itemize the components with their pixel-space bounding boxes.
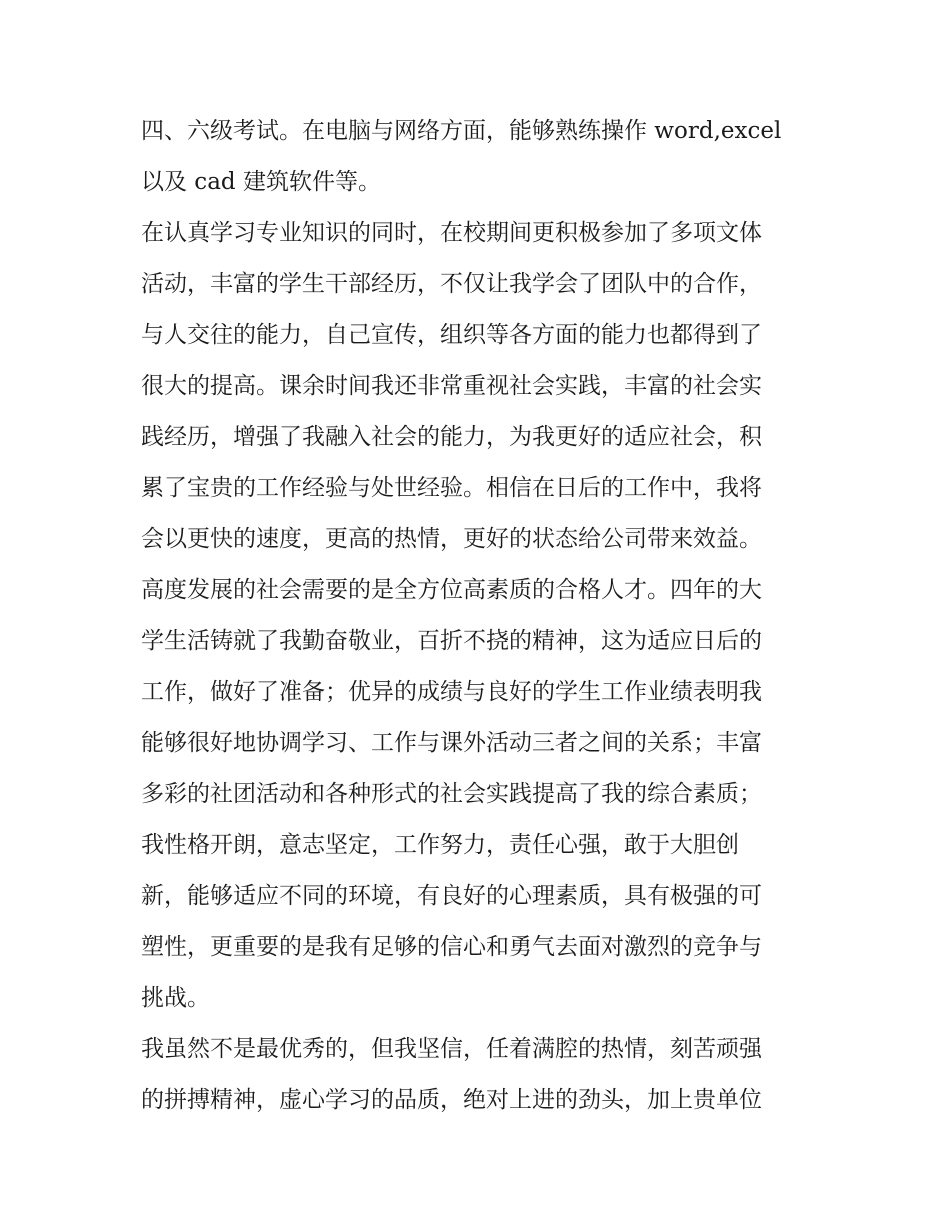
text-line: 挑战。 [141,985,210,1011]
text-line: 塑性，更重要的是我有足够的信心和勇气去面对激烈的竞争与 [141,934,762,960]
text-line: 多彩的社团活动和各种形式的社会实践提高了我的综合素质； [141,781,762,807]
text-line: 工作，做好了准备；优异的成绩与良好的学生工作业绩表明我 [141,679,762,705]
text-line: 会以更快的速度，更高的热情，更好的状态给公司带来效益。 [141,526,762,552]
text-line: 在认真学习专业知识的同时，在校期间更积极参加了多项文体 [141,220,762,246]
text-line: 的拼搏精神，虚心学习的品质，绝对上进的劲头，加上贵单位 [141,1087,762,1113]
text-line: 我虽然不是最优秀的，但我坚信，任着满腔的热情，刻苦顽强 [141,1036,762,1062]
text-line: 以及 cad 建筑软件等。 [141,169,381,195]
text-line: 学生活铸就了我勤奋敬业，百折不挠的精神，这为适应日后的 [141,628,762,654]
text-line: 能够很好地协调学习、工作与课外活动三者之间的关系；丰富 [141,730,762,756]
text-line: 四、六级考试。在电脑与网络方面，能够熟练操作 word,excel [141,118,782,144]
text-line: 很大的提高。课余时间我还非常重视社会实践，丰富的社会实 [141,373,762,399]
text-line: 高度发展的社会需要的是全方位高素质的合格人才。四年的大 [141,577,762,603]
text-line: 新，能够适应不同的环境，有良好的心理素质，具有极强的可 [141,883,762,909]
text-line: 我性格开朗，意志坚定，工作努力，责任心强，敢于大胆创 [141,832,739,858]
text-line: 活动，丰富的学生干部经历，不仅让我学会了团队中的合作， [141,271,762,297]
text-line: 践经历，增强了我融入社会的能力，为我更好的适应社会，积 [141,424,762,450]
text-line: 与人交往的能力，自己宣传，组织等各方面的能力也都得到了 [141,322,762,348]
text-line: 累了宝贵的工作经验与处世经验。相信在日后的工作中，我将 [141,475,762,501]
